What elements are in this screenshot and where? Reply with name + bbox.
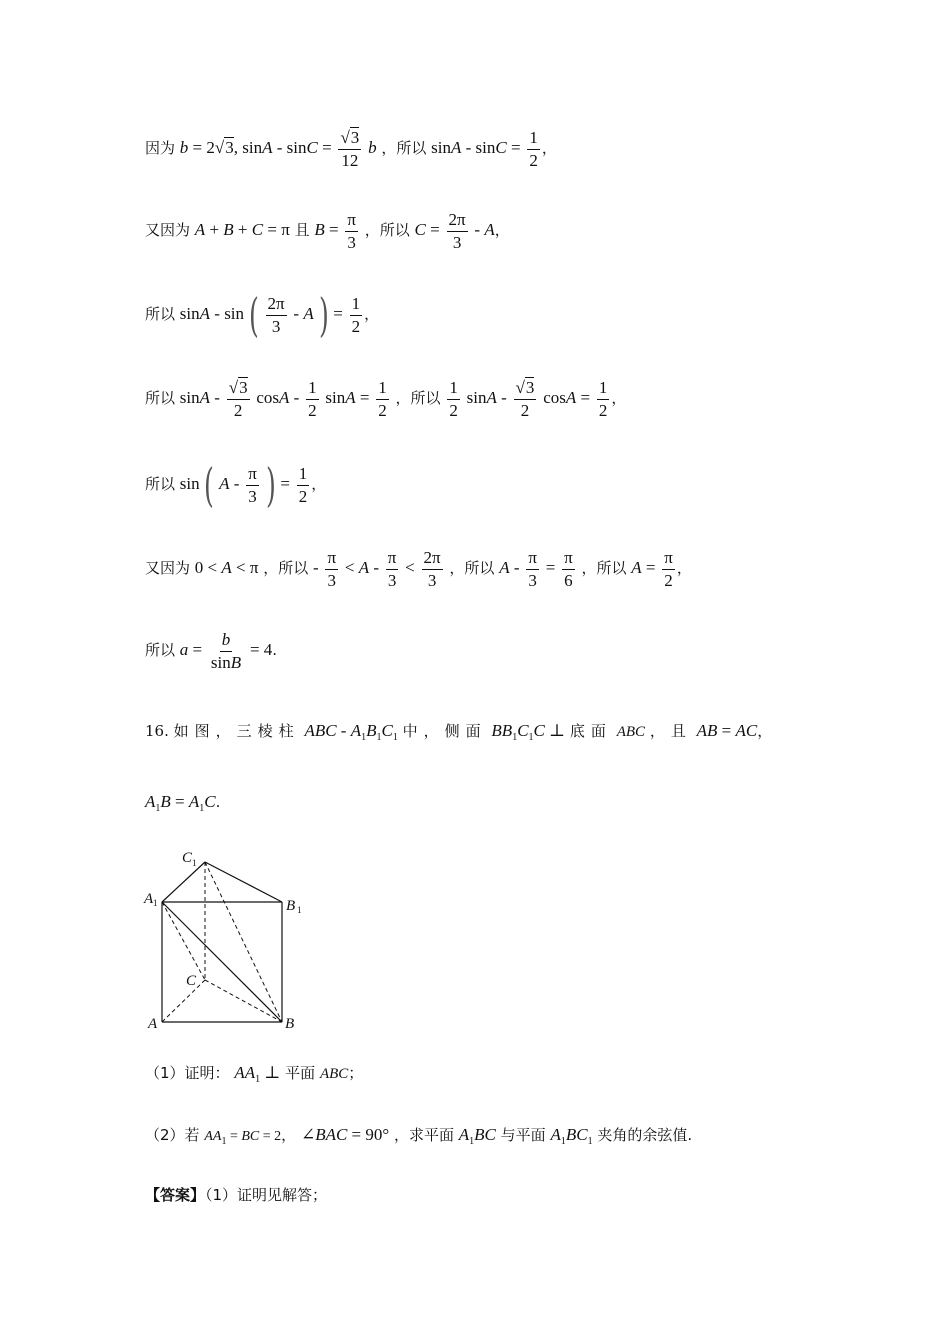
label-A: A [148,1016,158,1032]
fraction: $\frac{√3}{12}$ [340,128,360,170]
solution-line-6: 又因为 0 < A < π ，所以 - $\frac{\pi}{3}$ < A - $\frac{\pi}{3}$ < $\frac{2\pi}{3}$ ，所以 A - $\frac{\pi}{3}$ = $\frac{\pi}{6}$ ，所以 A = $\frac{\pi}{2}$ ， [145,548,692,590]
equation: b = 2√3, sinA - sinC = [179,138,332,158]
solution-line-2: 又因为 A + B + C = π 且 B = $\frac{\pi}{3}$ ，所以 C = $\frac{2\pi}{3}$ - A， [145,210,510,252]
problem-16-statement: 16. 如图，三棱柱 ABC - $A_1B_1C_1$ 中，侧面 $BB_1C_1C$ ⊥ 底面 ABC ，且 AB = AC， [145,721,773,743]
label-B: B [285,1016,295,1032]
answer-line: 【答案】（1）证明见解答； [145,1186,328,1204]
svg-text:1: 1 [192,858,197,868]
part-1: （1）证明： $AA_1$ ⊥ 平面 ABC； [145,1063,364,1085]
solution-line-3: 所以 sinA - sin ( $\frac{2\pi}{3}$ - A ) = $\frac{1}{2}$ ， [145,288,380,342]
solution-line-7: 所以 a = $\frac{b}{\sin B}$ = 4. [145,630,278,672]
label-A1: A [144,891,154,907]
svg-text:1: 1 [297,905,302,915]
label-B1: B [286,898,296,914]
prism-diagram [140,842,320,1042]
solution-line-5: 所以 sin ( A - $\frac{\pi}{3}$ ) = $\frac{1}{2}$ ， [145,458,327,512]
label-C1: C [182,850,193,866]
svg-text:1: 1 [153,898,158,908]
solution-line-1: 因为 b = 2√3, sinA - sinC = $\frac{√3}{12}$ b ，所以 sinA - sinC = $\frac{1}{2}$ ， [145,128,557,170]
solution-line-4: 所以 sinA - $\frac{√3}{2}$ cosA - $\frac{1}{2}$ sinA = $\frac{1}{2}$ ，所以 $\frac{1}{2}$ sinA - $\frac{√3}{2}$ cosA = $\frac{1}{2}$ ， [145,378,627,420]
problem-16-statement-cont: $A_1B = A_1C$. [145,792,221,814]
part-2: （2）若 $AA_1$ = BC = 2， ∠BAC = 90° ，求平面 $A_1BC$ 与平面 $A_1BC_1$ 夹角的余弦值. [145,1125,693,1147]
label-C: C [186,973,197,989]
